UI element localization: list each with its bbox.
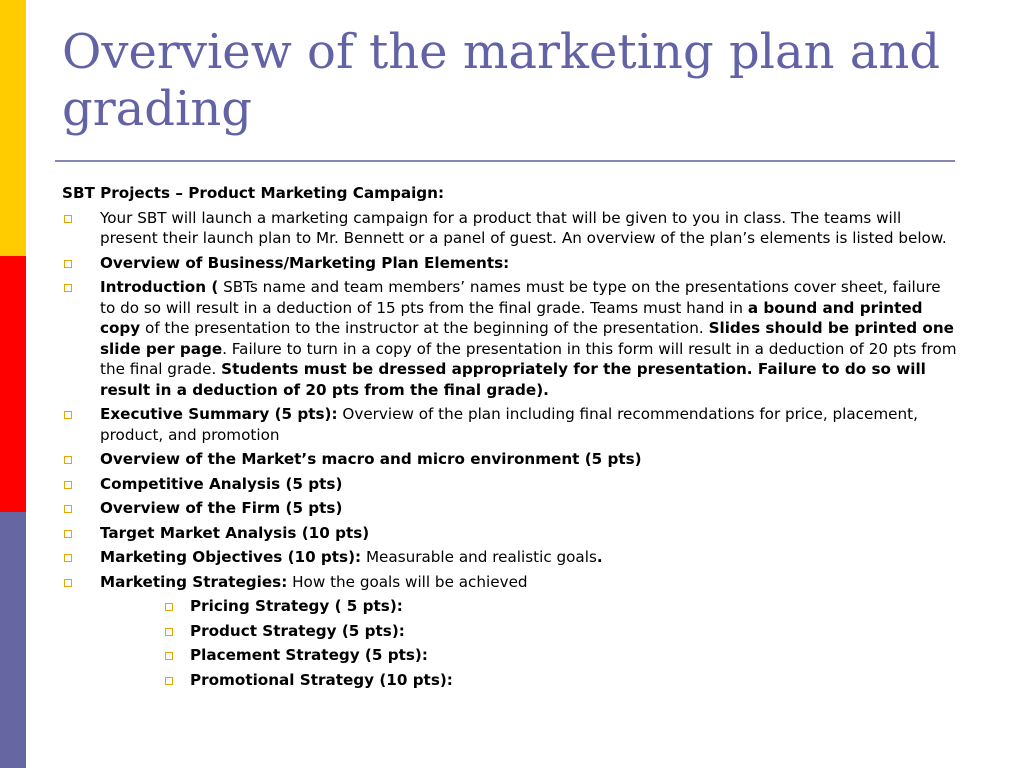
bullet-firm-overview (62, 498, 957, 519)
square-bullet-icon (64, 579, 72, 587)
square-bullet-icon (165, 628, 173, 636)
sub-bullet-promotional (62, 670, 957, 691)
bullet-bold-text: Executive Summary (5 pts): (100, 405, 338, 423)
bullet-text: How the goals will be achieved (287, 572, 528, 591)
bullet-bold-text: Introduction ( (100, 278, 219, 296)
bullet-bold-text: Slides should be printed one slide per page (100, 319, 954, 358)
bullet-intro-text (62, 208, 957, 249)
square-bullet-icon (165, 603, 173, 611)
section-heading: SBT Projects – Product Marketing Campaign: (62, 184, 445, 202)
bullet-bold-text: Competitive Analysis (5 pts) (100, 474, 343, 493)
sub-bullet-pricing (62, 596, 957, 617)
bullet-bold-text: Overview of the Market’s macro and micro environment (5 pts) (100, 450, 642, 468)
square-bullet-icon (64, 215, 72, 223)
bullet-bold-text: Overview of Business/Marketing Plan Elements: (100, 253, 510, 272)
square-bullet-icon (64, 505, 72, 513)
bullet-bold-text: Marketing Strategies: (100, 572, 288, 591)
bullet-text: Measurable and realistic goals (361, 548, 597, 566)
bullet-bold-text: Target Market Analysis (10 pts) (100, 523, 370, 542)
slide-body (62, 183, 957, 694)
bullet-bold-text: Marketing Objectives (10 pts): (100, 548, 362, 566)
sub-bullet-text: Pricing Strategy ( 5 pts): (190, 597, 403, 615)
bullet-introduction (62, 277, 957, 400)
bullet-target-market (62, 523, 957, 544)
accent-bar-purple (0, 512, 26, 768)
bullet-marketing-objectives (62, 547, 957, 568)
square-bullet-icon (64, 530, 72, 538)
bullet-executive-summary (62, 404, 957, 445)
bullet-marketing-strategies (62, 572, 957, 593)
square-bullet-icon (64, 456, 72, 464)
square-bullet-icon (64, 411, 72, 419)
square-bullet-icon (64, 260, 72, 268)
square-bullet-icon (165, 677, 173, 685)
bullet-bold-text: . (596, 548, 603, 566)
slide-title: Overview of the marketing plan and grading (62, 24, 941, 137)
sub-bullet-placement (62, 645, 957, 666)
square-bullet-icon (64, 554, 72, 562)
accent-bar-yellow (0, 0, 26, 256)
bullet-text: Overview of the plan including final recommendations for price, placement, product, and promotion (100, 405, 918, 444)
sub-bullet-text: Product Strategy (5 pts): (190, 621, 405, 640)
square-bullet-icon (165, 652, 173, 660)
bullet-bold-text: Students must be dressed appropriately for the presentation. Failure to do so will result in a deduction of 20 pts from the final grade). (100, 360, 926, 399)
accent-bar-red (0, 256, 26, 512)
sub-bullet-product (62, 621, 957, 642)
bullet-text: of the presentation to the instructor at the beginning of the presentation. (140, 319, 709, 337)
square-bullet-icon (64, 481, 72, 489)
bullet-bold-text: a bound and printed copy (100, 298, 923, 337)
sub-bullet-text: Promotional Strategy (10 pts): (190, 670, 453, 689)
bullet-text: SBTs name and team members’ names must be type on the presentations cover sheet, failure to do so will result in a deduction of 15 pts from the final grade. Teams must hand in (100, 278, 941, 317)
bullet-bold-text: Overview of the Firm (5 pts) (100, 499, 343, 517)
sub-bullet-text: Placement Strategy (5 pts): (190, 646, 428, 664)
title-divider (55, 160, 955, 162)
square-bullet-icon (64, 284, 72, 292)
bullet-text: Your SBT will launch a marketing campaign for a product that will be given to you in class. The teams will present their launch plan to Mr. Bennett or a panel of guest. An overview of the plan’s elements is listed below. (100, 208, 947, 247)
bullet-plan-elements (62, 253, 957, 274)
bullet-list (62, 208, 957, 691)
bullet-competitive-analysis (62, 474, 957, 495)
bullet-market-overview (62, 449, 957, 470)
bullet-text: . Failure to turn in a copy of the presentation in this form will result in a deduction of 20 pts from the final grade. (100, 339, 957, 378)
